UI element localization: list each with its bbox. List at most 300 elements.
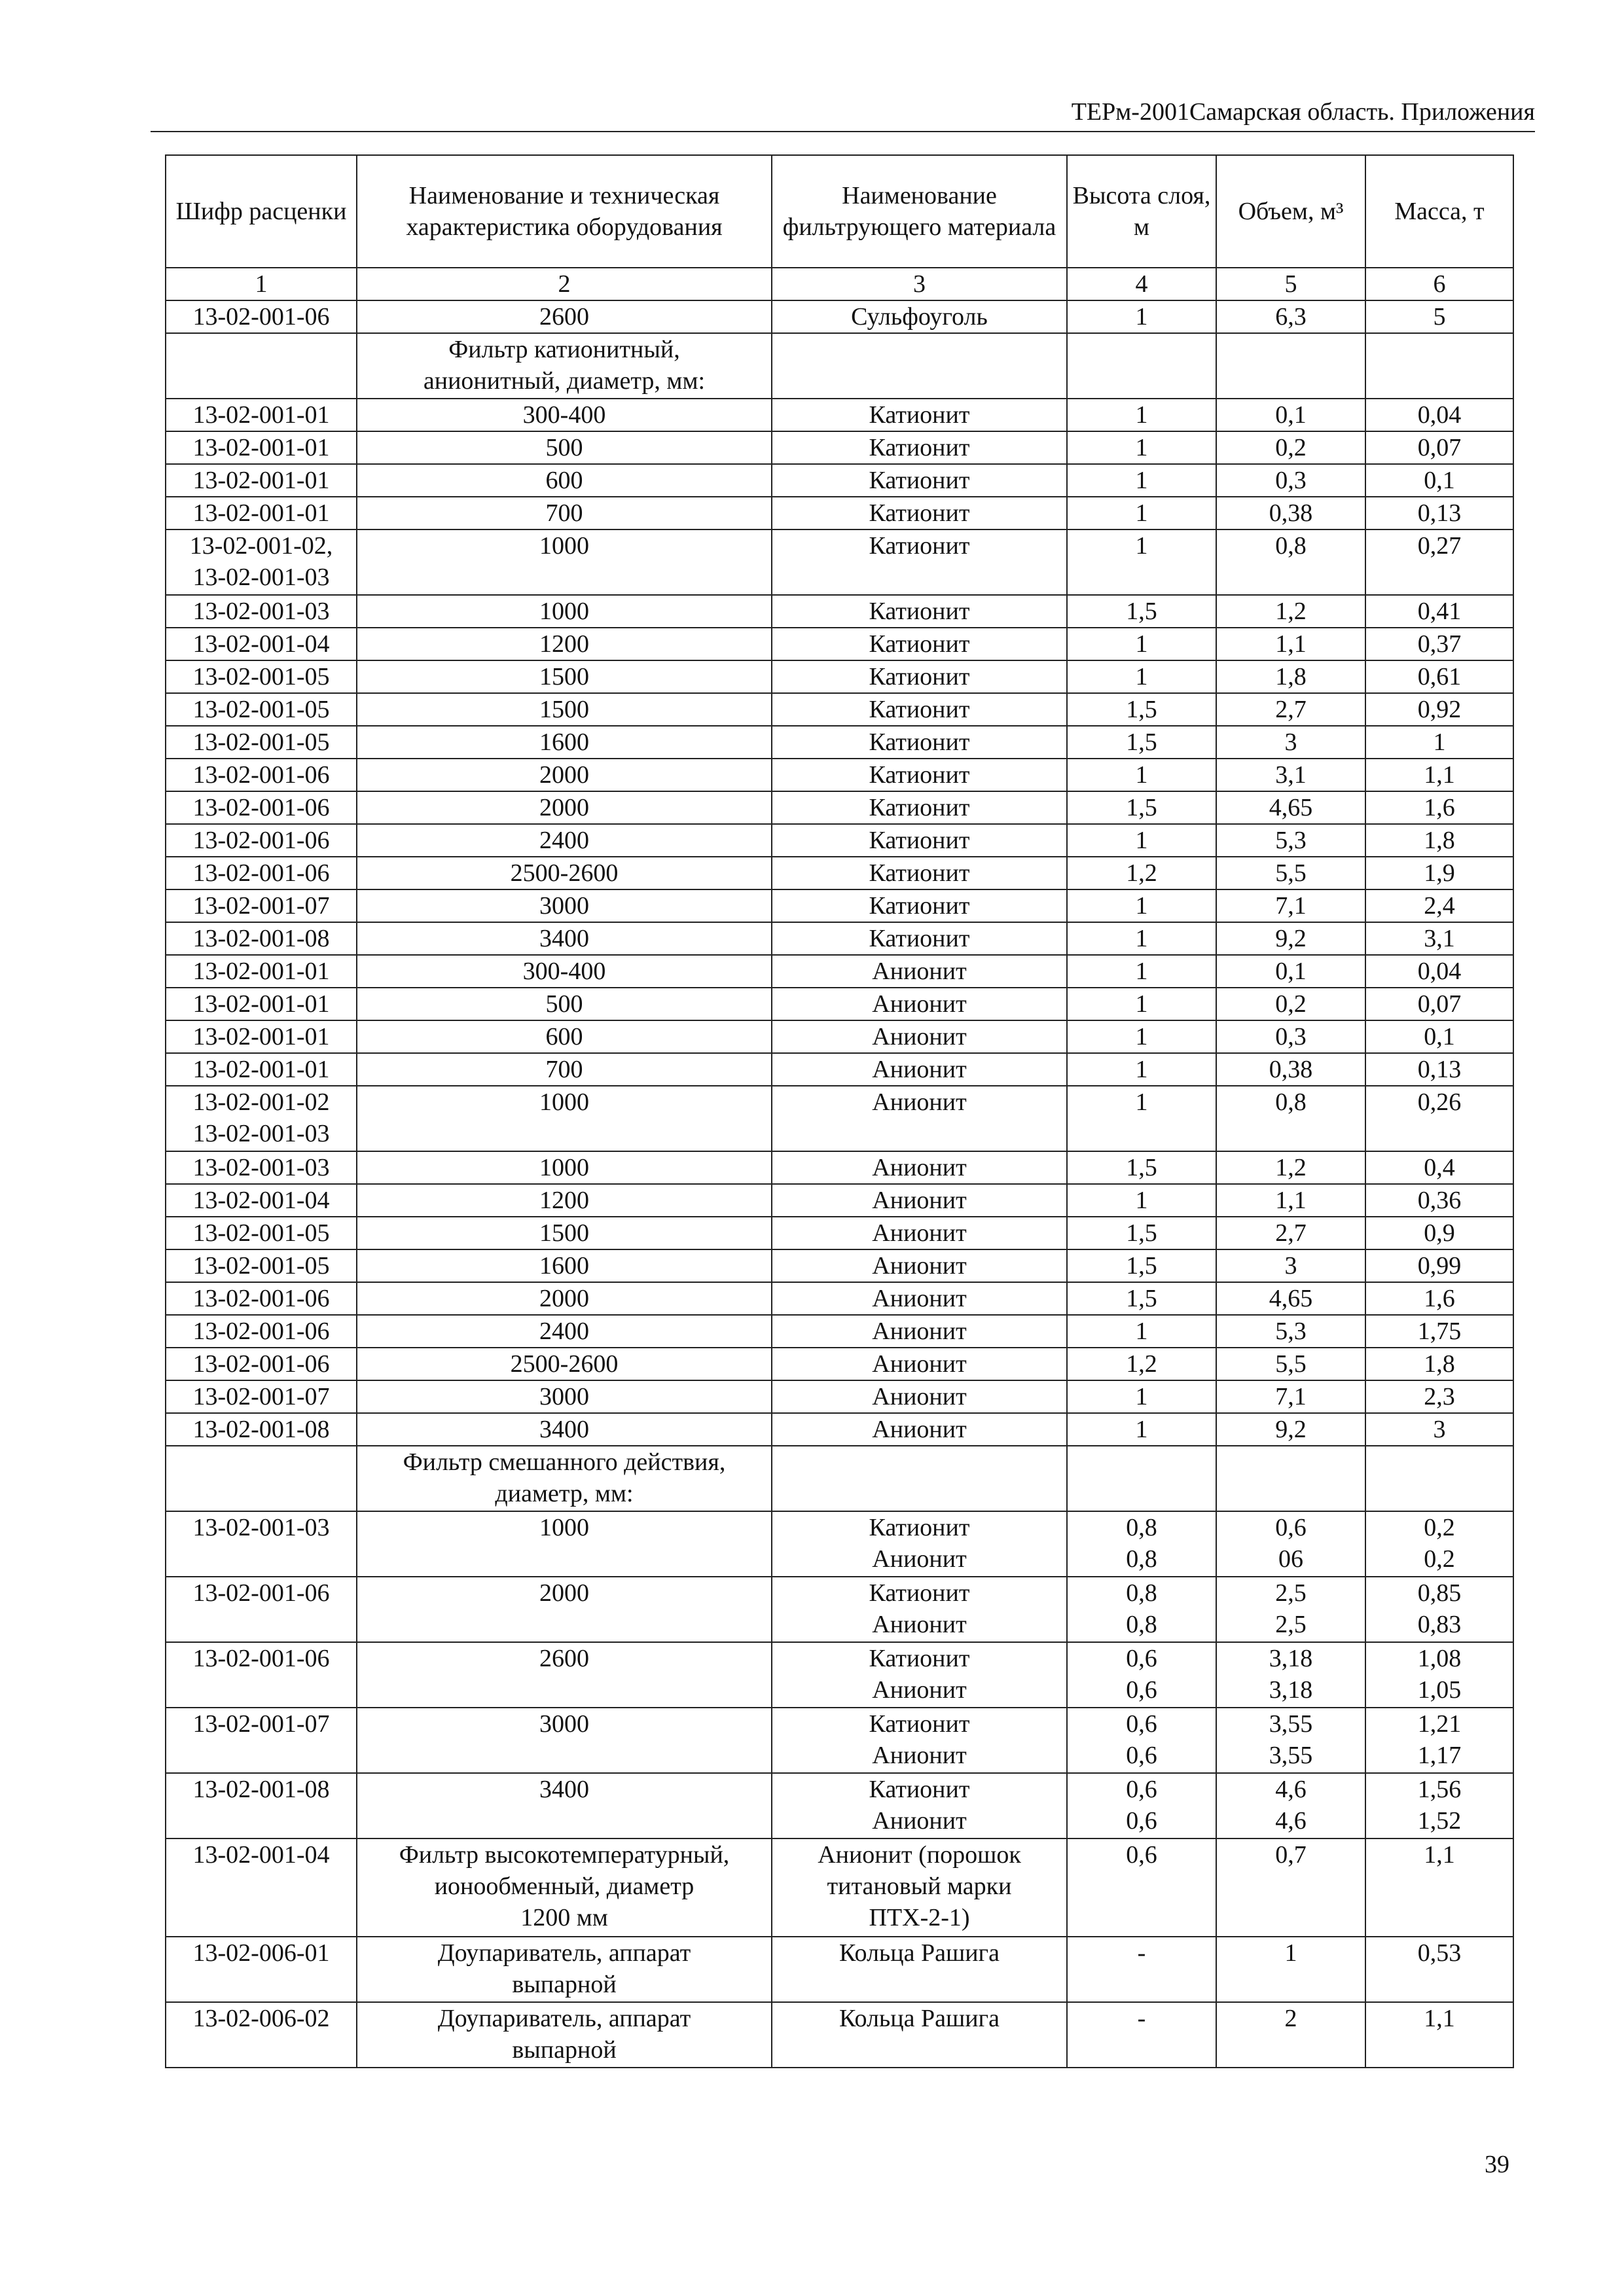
cell-code xyxy=(166,1217,357,1249)
cell-line: 0,41 xyxy=(1417,598,1462,625)
cell-mass xyxy=(1365,988,1513,1020)
cell-height xyxy=(1067,824,1216,857)
table-row xyxy=(166,1020,1513,1053)
cell-line: 0,8 xyxy=(1275,1088,1307,1116)
cell-code xyxy=(166,595,357,628)
cell-code xyxy=(166,1315,357,1348)
cell-code xyxy=(166,497,357,529)
cell-code xyxy=(166,1937,357,2002)
cell-line: 3,1 xyxy=(1424,925,1455,952)
cell-line: 1,52 xyxy=(1417,1807,1462,1835)
cell-material xyxy=(772,595,1067,628)
cell-line: Фильтр катионитный, xyxy=(448,336,680,363)
cell-height xyxy=(1067,1577,1216,1642)
column-number: 5 xyxy=(1216,268,1365,300)
cell-line: 1,2 xyxy=(1126,859,1157,887)
cell-mass xyxy=(1365,464,1513,497)
cell-line: Кольца Рашига xyxy=(839,2005,1000,2032)
cell-code xyxy=(166,529,357,595)
cell-line: Доупариватель, аппарат xyxy=(437,1939,691,1967)
cell-line: Анионит (порошок xyxy=(818,1841,1021,1869)
cell-name xyxy=(357,660,772,693)
cell-line: 13-02-001-03 xyxy=(192,564,330,591)
cell-line: Анионит xyxy=(872,1807,967,1835)
cell-height xyxy=(1067,1217,1216,1249)
cell-height xyxy=(1067,1086,1216,1151)
cell-name xyxy=(357,399,772,431)
cell-material xyxy=(772,1577,1067,1642)
cell-material xyxy=(772,1053,1067,1086)
cell-line: 1000 xyxy=(539,532,589,560)
table-row xyxy=(166,922,1513,955)
cell-volume xyxy=(1216,333,1365,399)
cell-name xyxy=(357,1511,772,1577)
cell-code xyxy=(166,1642,357,1708)
cell-line: Кольца Рашига xyxy=(839,1939,1000,1967)
cell-height xyxy=(1067,333,1216,399)
cell-line: 1,5 xyxy=(1126,598,1157,625)
cell-mass xyxy=(1365,1577,1513,1642)
table-header-row xyxy=(166,155,1513,268)
cell-line: 1,5 xyxy=(1126,1252,1157,1280)
cell-line: Катионит xyxy=(869,499,970,527)
cell-line: 13-02-001-03 xyxy=(192,1120,330,1147)
cell-height xyxy=(1067,791,1216,824)
table-row xyxy=(166,857,1513,889)
column-header-material: Наименование фильтрующего материала xyxy=(772,155,1067,268)
cell-mass xyxy=(1365,889,1513,922)
cell-material xyxy=(772,922,1067,955)
cell-line: 2000 xyxy=(539,794,589,821)
cell-material xyxy=(772,628,1067,660)
cell-height xyxy=(1067,497,1216,529)
cell-line: 13-02-001-05 xyxy=(192,728,330,756)
cell-line: Катионит xyxy=(869,761,970,789)
cell-line: 1 xyxy=(1135,925,1148,952)
cell-code xyxy=(166,1773,357,1839)
cell-line: Анионит xyxy=(872,1285,967,1312)
cell-line: 1,5 xyxy=(1126,1154,1157,1181)
cell-material xyxy=(772,1217,1067,1249)
cell-volume xyxy=(1216,300,1365,333)
cell-mass xyxy=(1365,2002,1513,2068)
cell-volume xyxy=(1216,922,1365,955)
cell-material xyxy=(772,693,1067,726)
cell-volume xyxy=(1216,1184,1365,1217)
cell-name xyxy=(357,988,772,1020)
cell-volume xyxy=(1216,791,1365,824)
cell-height xyxy=(1067,889,1216,922)
cell-code xyxy=(166,1348,357,1380)
cell-code xyxy=(166,1151,357,1184)
column-header-code: Шифр расценки xyxy=(166,155,357,268)
cell-name xyxy=(357,889,772,922)
cell-line: 3 xyxy=(1284,728,1297,756)
table-row xyxy=(166,660,1513,693)
cell-line: 1 xyxy=(1135,1056,1148,1083)
cell-line: 0,3 xyxy=(1275,467,1307,494)
column-header-volume: Объем, м³ xyxy=(1216,155,1365,268)
cell-material xyxy=(772,2002,1067,2068)
cell-code xyxy=(166,399,357,431)
cell-line: 3,18 xyxy=(1269,1676,1313,1704)
cell-line: Анионит xyxy=(872,1318,967,1345)
cell-line: 1 xyxy=(1135,1318,1148,1345)
table-row xyxy=(166,464,1513,497)
cell-height xyxy=(1067,1413,1216,1446)
cell-mass xyxy=(1365,1020,1513,1053)
cell-code xyxy=(166,1413,357,1446)
cell-volume xyxy=(1216,660,1365,693)
cell-line: 13-02-001-07 xyxy=(192,1383,330,1410)
cell-name xyxy=(357,464,772,497)
cell-mass xyxy=(1365,1249,1513,1282)
cell-line: 2 xyxy=(1284,2005,1297,2032)
cell-code xyxy=(166,1511,357,1577)
cell-material xyxy=(772,791,1067,824)
cell-volume xyxy=(1216,1380,1365,1413)
table-row xyxy=(166,595,1513,628)
cell-mass xyxy=(1365,726,1513,759)
cell-name xyxy=(357,497,772,529)
cell-line: 13-02-001-06 xyxy=(192,1350,330,1378)
cell-mass xyxy=(1365,824,1513,857)
cell-line: 5,3 xyxy=(1275,827,1307,854)
table-row xyxy=(166,1708,1513,1773)
cell-volume xyxy=(1216,1577,1365,1642)
cell-volume xyxy=(1216,1151,1365,1184)
cell-line: Анионит xyxy=(872,1383,967,1410)
cell-line: 1 xyxy=(1135,499,1148,527)
table-row xyxy=(166,497,1513,529)
cell-line: 1 xyxy=(1433,728,1446,756)
cell-code xyxy=(166,759,357,791)
cell-material xyxy=(772,399,1067,431)
cell-code xyxy=(166,726,357,759)
cell-line: 2,7 xyxy=(1275,1219,1307,1247)
cell-line: Катионит xyxy=(869,925,970,952)
cell-line: 13-02-001-02, xyxy=(189,532,333,560)
cell-material xyxy=(772,759,1067,791)
cell-line: Катионит xyxy=(869,827,970,854)
cell-height xyxy=(1067,1708,1216,1773)
table-row xyxy=(166,529,1513,595)
cell-line: 06 xyxy=(1278,1545,1303,1573)
cell-mass xyxy=(1365,1086,1513,1151)
cell-line: 1,1 xyxy=(1424,2005,1455,2032)
header-title: ТЕРм-2001Самарская область. Приложения xyxy=(1071,98,1535,126)
cell-line: Анионит xyxy=(872,1416,967,1443)
cell-line: 5,5 xyxy=(1275,859,1307,887)
cell-code xyxy=(166,628,357,660)
cell-line: Анионит xyxy=(872,1350,967,1378)
cell-material xyxy=(772,988,1067,1020)
cell-code xyxy=(166,1184,357,1217)
cell-line: 0,8 xyxy=(1275,532,1307,560)
cell-volume xyxy=(1216,2002,1365,2068)
cell-line: 600 xyxy=(545,1023,583,1050)
cell-line: 1 xyxy=(1135,401,1148,429)
cell-line: 1 xyxy=(1135,303,1148,331)
cell-material xyxy=(772,300,1067,333)
cell-mass xyxy=(1365,529,1513,595)
cell-line: 1 xyxy=(1135,467,1148,494)
cell-line: 2,5 xyxy=(1275,1579,1307,1607)
cell-line: 1,5 xyxy=(1126,1219,1157,1247)
cell-volume xyxy=(1216,1773,1365,1839)
column-number: 4 xyxy=(1067,268,1216,300)
cell-material xyxy=(772,1642,1067,1708)
cell-line: 0,8 xyxy=(1126,1611,1157,1638)
table-row xyxy=(166,1642,1513,1708)
cell-name xyxy=(357,1446,772,1511)
cell-line: 1,5 xyxy=(1126,1285,1157,1312)
cell-line: 1,2 xyxy=(1126,1350,1157,1378)
cell-height xyxy=(1067,628,1216,660)
cell-mass xyxy=(1365,1413,1513,1446)
cell-line: Анионит xyxy=(872,1187,967,1214)
cell-mass xyxy=(1365,628,1513,660)
cell-line: 2400 xyxy=(539,1318,589,1345)
cell-line: 0,37 xyxy=(1417,630,1462,658)
cell-height xyxy=(1067,922,1216,955)
cell-name xyxy=(357,1839,772,1937)
cell-name xyxy=(357,1348,772,1380)
cell-name xyxy=(357,1577,772,1642)
cell-mass xyxy=(1365,1839,1513,1937)
cell-code xyxy=(166,300,357,333)
cell-line: 3400 xyxy=(539,1416,589,1443)
cell-name xyxy=(357,1937,772,2002)
cell-height xyxy=(1067,1184,1216,1217)
cell-line: Катионит xyxy=(869,696,970,723)
cell-line: 13-02-001-01 xyxy=(192,990,330,1018)
cell-name xyxy=(357,1413,772,1446)
cell-line: 2600 xyxy=(539,303,589,331)
cell-line: Катионит xyxy=(869,401,970,429)
cell-line: 1,8 xyxy=(1275,663,1307,691)
cell-line: 13-02-001-01 xyxy=(192,1056,330,1083)
cell-height xyxy=(1067,300,1216,333)
cell-height xyxy=(1067,726,1216,759)
table-row xyxy=(166,431,1513,464)
cell-name xyxy=(357,1773,772,1839)
cell-line: 3000 xyxy=(539,1710,589,1738)
cell-name xyxy=(357,431,772,464)
cell-mass xyxy=(1365,300,1513,333)
cell-line: 0,07 xyxy=(1417,990,1462,1018)
cell-line: 1 xyxy=(1135,1383,1148,1410)
cell-mass xyxy=(1365,431,1513,464)
cell-line: 13-02-001-06 xyxy=(192,303,330,331)
cell-material xyxy=(772,1086,1067,1151)
cell-line: 4,6 xyxy=(1275,1776,1307,1803)
cell-name xyxy=(357,759,772,791)
cell-material xyxy=(772,1511,1067,1577)
cell-mass xyxy=(1365,1315,1513,1348)
cell-line: Доупариватель, аппарат xyxy=(437,2005,691,2032)
cell-line: - xyxy=(1137,2005,1146,2032)
cell-line: Катионит xyxy=(869,598,970,625)
cell-line: 13-02-001-04 xyxy=(192,1841,330,1869)
cell-line: ионообменный, диаметр xyxy=(434,1873,695,1900)
cell-line: 1000 xyxy=(539,1154,589,1181)
cell-height xyxy=(1067,1315,1216,1348)
cell-name xyxy=(357,1053,772,1086)
cell-line: 0,1 xyxy=(1275,401,1307,429)
cell-material xyxy=(772,889,1067,922)
cell-material xyxy=(772,1839,1067,1937)
cell-height xyxy=(1067,1348,1216,1380)
cell-line: 3,55 xyxy=(1269,1710,1313,1738)
cell-volume xyxy=(1216,1413,1365,1446)
cell-material xyxy=(772,431,1067,464)
cell-line: 9,2 xyxy=(1275,1416,1307,1443)
cell-material xyxy=(772,1282,1067,1315)
cell-name xyxy=(357,595,772,628)
cell-line: Фильтр смешанного действия, xyxy=(403,1448,726,1476)
cell-line: 0,1 xyxy=(1424,467,1455,494)
cell-height xyxy=(1067,1839,1216,1937)
cell-line: 3000 xyxy=(539,892,589,920)
cell-volume xyxy=(1216,1086,1365,1151)
cell-line: 1,5 xyxy=(1126,794,1157,821)
cell-line: 1,9 xyxy=(1424,859,1455,887)
cell-line: 13-02-001-01 xyxy=(192,401,330,429)
cell-line: 13-02-001-06 xyxy=(192,859,330,887)
cell-line: 0,8 xyxy=(1126,1514,1157,1541)
table-row xyxy=(166,628,1513,660)
cell-line: 13-02-001-08 xyxy=(192,925,330,952)
cell-line: 13-02-001-06 xyxy=(192,761,330,789)
cell-line: диаметр, мм: xyxy=(495,1480,634,1507)
cell-line: 13-02-001-06 xyxy=(192,1579,330,1607)
cell-name xyxy=(357,1184,772,1217)
cell-mass xyxy=(1365,955,1513,988)
cell-line: 0,99 xyxy=(1417,1252,1462,1280)
cell-name xyxy=(357,333,772,399)
cell-line: 0,1 xyxy=(1275,958,1307,985)
cell-mass xyxy=(1365,1217,1513,1249)
cell-code xyxy=(166,1053,357,1086)
cell-line: Катионит xyxy=(869,728,970,756)
cell-line: 3400 xyxy=(539,925,589,952)
cell-mass xyxy=(1365,1708,1513,1773)
table-row xyxy=(166,333,1513,399)
cell-line: 13-02-001-03 xyxy=(192,1154,330,1181)
cell-line: Катионит xyxy=(869,1514,970,1541)
table-row xyxy=(166,1217,1513,1249)
cell-line: 2,7 xyxy=(1275,696,1307,723)
cell-line: 13-02-001-07 xyxy=(192,892,330,920)
cell-line: 0,6 xyxy=(1126,1841,1157,1869)
table-row xyxy=(166,791,1513,824)
column-number-row xyxy=(166,268,1513,300)
cell-code xyxy=(166,791,357,824)
cell-line: 13-02-001-01 xyxy=(192,467,330,494)
table-row xyxy=(166,824,1513,857)
cell-line: 13-02-001-05 xyxy=(192,663,330,691)
cell-line: 0,2 xyxy=(1424,1545,1455,1573)
cell-material xyxy=(772,660,1067,693)
cell-volume xyxy=(1216,497,1365,529)
table-row xyxy=(166,1577,1513,1642)
cell-line: Катионит xyxy=(869,1579,970,1607)
cell-line: Анионит xyxy=(872,1252,967,1280)
cell-line: Катионит xyxy=(869,630,970,658)
cell-line: 1,1 xyxy=(1424,1841,1455,1869)
table-row xyxy=(166,1086,1513,1151)
cell-line: 2,3 xyxy=(1424,1383,1455,1410)
cell-material xyxy=(772,824,1067,857)
cell-mass xyxy=(1365,759,1513,791)
cell-line: 3,55 xyxy=(1269,1742,1313,1769)
cell-line: 7,1 xyxy=(1275,1383,1307,1410)
cell-mass xyxy=(1365,1511,1513,1577)
cell-material xyxy=(772,497,1067,529)
cell-line: 1 xyxy=(1135,892,1148,920)
cell-height xyxy=(1067,857,1216,889)
cell-mass xyxy=(1365,497,1513,529)
cell-line: титановый марки xyxy=(827,1873,1012,1900)
cell-line: Фильтр высокотемпературный, xyxy=(399,1841,730,1869)
cell-line: 4,6 xyxy=(1275,1807,1307,1835)
cell-mass xyxy=(1365,791,1513,824)
cell-material xyxy=(772,529,1067,595)
table-row xyxy=(166,1315,1513,1348)
cell-name xyxy=(357,1380,772,1413)
cell-line: 0,7 xyxy=(1275,1841,1307,1869)
cell-name xyxy=(357,1642,772,1708)
cell-mass xyxy=(1365,1184,1513,1217)
cell-volume xyxy=(1216,1348,1365,1380)
cell-line: 1000 xyxy=(539,1088,589,1116)
cell-volume xyxy=(1216,693,1365,726)
cell-line: 0,61 xyxy=(1417,663,1462,691)
cell-line: анионитный, диаметр, мм: xyxy=(423,367,706,395)
cell-line: Катионит xyxy=(869,892,970,920)
cell-line: Анионит xyxy=(872,1742,967,1769)
cell-line: 13-02-001-06 xyxy=(192,1318,330,1345)
cell-line: 1 xyxy=(1135,1416,1148,1443)
cell-line: Катионит xyxy=(869,467,970,494)
cell-height xyxy=(1067,1937,1216,2002)
cell-code xyxy=(166,857,357,889)
cell-height xyxy=(1067,1380,1216,1413)
cell-height xyxy=(1067,1020,1216,1053)
cell-line: 3 xyxy=(1284,1252,1297,1280)
cell-height xyxy=(1067,464,1216,497)
cell-name xyxy=(357,1708,772,1773)
cell-line: - xyxy=(1137,1939,1146,1967)
cell-mass xyxy=(1365,1446,1513,1511)
cell-volume xyxy=(1216,529,1365,595)
cell-mass xyxy=(1365,595,1513,628)
cell-code xyxy=(166,333,357,399)
cell-line: 0,04 xyxy=(1417,401,1462,429)
cell-line: выпарной xyxy=(512,2036,617,2064)
cell-line: 1 xyxy=(1135,434,1148,461)
cell-line: 1 xyxy=(1135,1187,1148,1214)
cell-line: 0,6 xyxy=(1126,1676,1157,1704)
cell-material xyxy=(772,1773,1067,1839)
cell-mass xyxy=(1365,1773,1513,1839)
cell-line: 13-02-001-06 xyxy=(192,1285,330,1312)
cell-name xyxy=(357,1151,772,1184)
cell-line: 0,36 xyxy=(1417,1187,1462,1214)
cell-height xyxy=(1067,399,1216,431)
cell-volume xyxy=(1216,399,1365,431)
